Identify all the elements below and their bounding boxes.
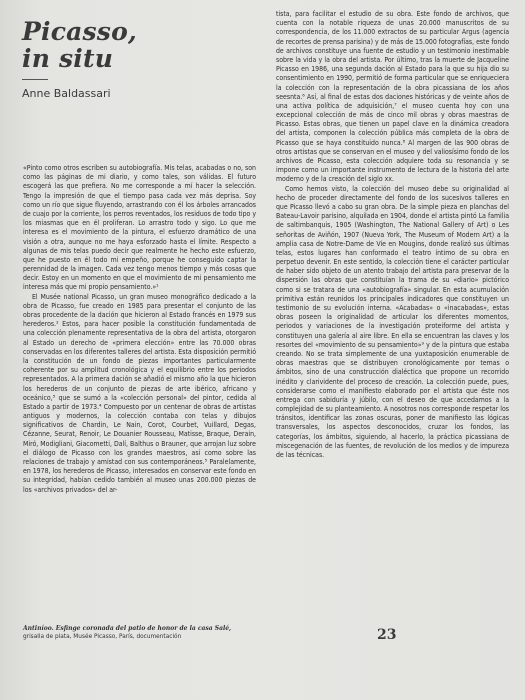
left-text-column (23, 164, 256, 495)
caption-title: Antiníoo. Esfinge coronada del patio de honor de la casa Salé, (23, 625, 232, 632)
title-line-2: in situ (22, 44, 114, 73)
quote-paragraph: «Pinto como otros escriben su autobiografía. Mis telas, acabadas o no, son como las páginas de mi diario, y como tales, son válidas. El futuro escogerá las que prefiera. No me corresponde a mí hacer la selección. Tengo la impresión de que el tiempo pasa cada vez más deprisa. Soy como un río que sigue fluyendo, arrastrando con él los árboles arrancados de cuajo por la corriente, los perros reventados, los residuos de todo tipo y los miasmas que en él proliferan. Lo arrastro todo y sigo. Lo que me interesa es el movimiento de la pintura, el esfuerzo dramático de una visión a otra, aunque no me haya esforzado hasta el límite. Respecto a algunas de mis telas puedo decir que realmente he hecho este esfuerzo, que he puesto en él todo mi empeño, porque he conseguido captar la perennidad de la imagen. Cada vez tengo menos tiempo y más cosas que decir. Estoy en un momento en que el movimiento de mi pensamiento me interesa más que mi propio pensamiento.»¹ (23, 164, 256, 292)
article-title (22, 18, 137, 72)
right-text-column (276, 10, 509, 460)
title-divider (22, 79, 48, 80)
body-paragraph: El Musée national Picasso, un gran museo monográfico dedicado a la obra de Picasso, fue creado en 1985 para presentar el conjunto de las obras procedente de la dación que hicieron al Estado francés en 1979 sus herederos.² Estos, para hacer posible la constitución fundamentada de una colección plenamente representativa de la obra del artista, otorgaron al Estado un derecho de «primera elección» entre las 70.000 obras conservadas en los diferentes talleres del artista. Esta disposición permitió la constitución de un fondo de piezas importantes particularmente coherente por su amplitud cronológica y el equilibrio entre los periodos representados. A la primera dación se añadió el mismo año la que hicieron los herederos de un conjunto de piezas de arte ibérico, africano y oceánico,³ que se sumó a la «colección personal» del pintor, cedida al Estado a partir de 1973.⁴ Compuesto por un centenar de obras de artistas antiguos y modernos, la colección contaba con telas y dibujos significativos de Chardin, Le Nain, Corot, Courbet, Vuillard, Degas, Cézanne, Seurat, Renoir, Le Douanier Rousseau, Matisse, Braque, Derain, Miró, Modigliani, Giacometti, Dalí, Balthus o Brauner, que arrojan luz sobre el diálogo de Picasso con los grandes maestros, así como sobre las relaciones de trabajo y amistad con sus contemporáneos.⁵ Paralelamente, en 1978, los herederos de Picasso, interesados en conservar este fondo en su integridad, habían cedido también al museo unas 200.000 piezas de los «archivos privados» del ar- (23, 292, 256, 494)
caption-details: grisalla de plata, Musée Picasso, París, documentación (23, 634, 182, 640)
author-name: Anne Baldassari (22, 87, 111, 100)
image-caption (23, 625, 263, 641)
title-line-1: Picasso, (22, 17, 137, 46)
body-paragraph: tista, para facilitar el estudio de su obra. Este fondo de archivos, que cuenta con la notable riqueza de unas 20.000 manuscritos de su correspondencia, de los 11.000 extractos de su particular Argus (agencia de recortes de prensa parisina) y de más de 15.000 fotografías, este fondo de archivos constituye una fuente de estudio y un testimonio inestimable sobre la vida y la obra del artista. Por último, tras la muerte de Jacqueline Picasso en 1986, una segunda dación al Estado para la que su hija dio su consentimiento en 1990, permitió de forma particular que se enriqueciera la colección con la representación de la obra picassiana de los años seesnta.⁶ Así, al final de estas dos daciones históricas y de veinte años de una activa política de adquisición,⁷ el museo cuenta hoy con una excepcional colección de más de cinco mil obras y obras maestras de Picasso. Estas obras, que tienen un papel clave en la dinámica creadora del artista, componen la colección pública más completa de la obra de Picasso que se haya constituido nunca.⁸ Al margen de las 900 obras de otros artistas que se conservan en el museo y del valiosísimo fondo de los archivos de Picasso, esta colección adquiere toda su resonancia y se impone como un importante instrumento de lectura de la historia del arte moderno y de la creación del siglo xx. (276, 10, 509, 184)
body-paragraph: Como hemos visto, la colección del museo debe su originalidad al hecho de proceder directamente del fondo de los sucesivos talleres en que Picasso llevó a cabo su gran obra. De la simple pieza en planchas del Bateau-Lavoir parisino, alquilada en 1904, donde el artista pintó La familia de saltimbanquis, 1905 (Washington, The National Gallery of Art) o Les señoritas de Aviñón, 1907 (Nueva York, The Museum of Modern Art) a la amplia casa de Notre-Dame de Vie en Mougins, donde realizó sus últimas telas, estos lugares han conformado el teatro íntimo de su obra en perpetuo devenir. En este sentido, la colección tiene el carácter particular de haber sido objeto de un atento trabajo del artista para preservar de la dispersión las obras que constituían la trama de su «diario» pictórico como si se tratara de una «autobiografía» singular. En esta acumulación primitiva están reunidos los principales indicadores que constituyen un testimonio de su evolución interna. «Acabadas» o «inacabadas», estas obras poseen la originalidad de articular los diferentes momentos, periodos y variaciones de la investigación proteiforme del artista y constituyen una galería al aire libre. En ella se encuentran las claves y los resortes del «movimiento de su pensamiento»⁹ y de la pintura que estaba creando. No se trata simplemente de una yuxtaposición enumerable de obras maestras que se distribuyen cronológicamente por temas o ámbitos, sino de una construcción dialéctica que propone un recorrido inédito y clarividente del proceso de creación. La colección puede, pues, considerarse como el manifiesto elaborado por el artista que éste nos entrega con sabiduría y júbilo, con el deseo de que accedamos a la complejidad de su planteamiento. A nosotros nos corresponde respetar los tránsitos, identificar las zonas oscuras, poner de manifiesto las lógicas transversales, los aspectos desconocidos, cruzar los fondos, las categorías, los ámbitos, siguiendo, al hacerlo, la práctica picassiana de miscegenación de las fuentes, de revolución de los medios y de impureza de las técnicas. (276, 184, 509, 459)
page-number: 23 (377, 627, 397, 643)
